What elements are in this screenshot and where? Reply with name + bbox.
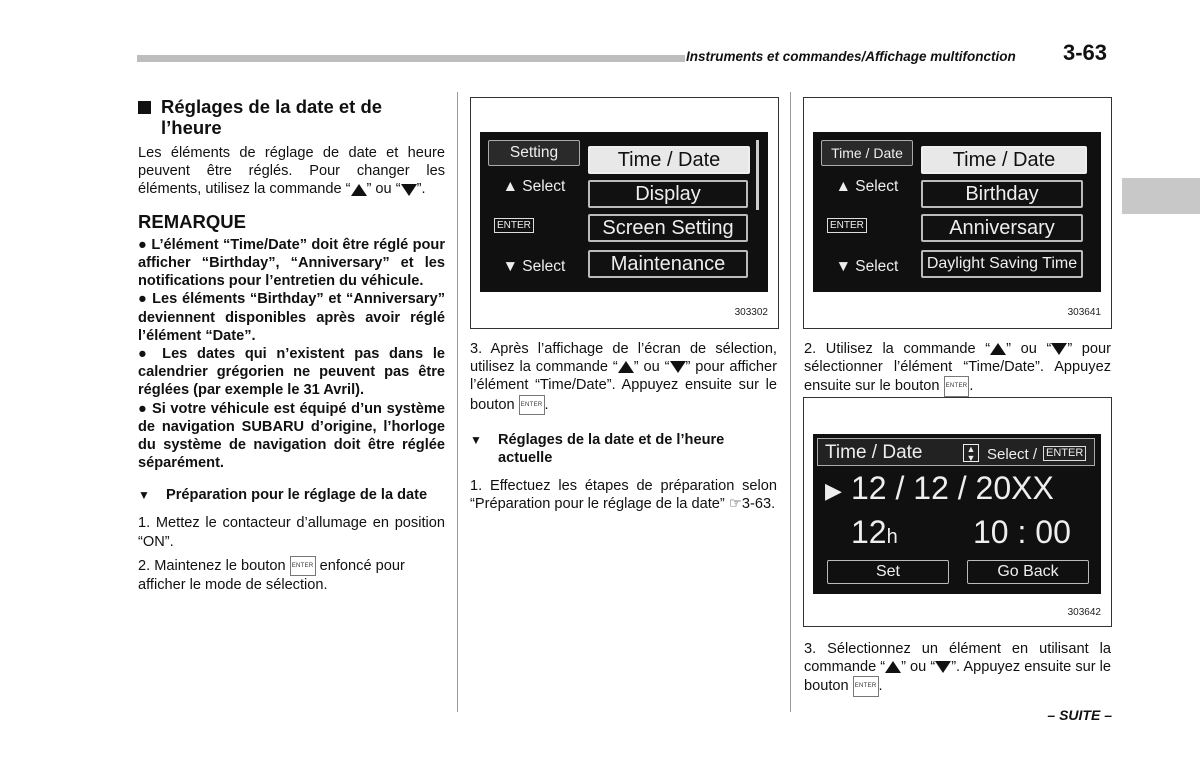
setting-label: Setting xyxy=(488,140,580,166)
enter-button-icon: ENTER xyxy=(944,376,970,396)
step-3: 3. Sélectionnez un élément en utilisant la commande “ ” ou “ ”. Appuyez ensuite sur le bouton ENTER . xyxy=(804,640,1111,697)
down-arrow-icon xyxy=(1051,343,1067,355)
date-time-subheading: ▼ Réglages de la date et de l’heure actuelle xyxy=(470,431,725,466)
step-3: 3. Après l’affichage de l’écran de sélection, utilisez la commande “ ” ou “ ” pour afficher l’élément “Time/Date”. Appuyez ensuite sur le bouton ENTER . xyxy=(470,340,777,415)
enter-button-icon: ENTER xyxy=(519,395,545,415)
up-arrow-icon xyxy=(351,184,367,196)
menu-item-birthday: Birthday xyxy=(921,180,1083,208)
right-step-2 xyxy=(804,340,1111,397)
chapter-tab xyxy=(1122,178,1200,214)
page-number: 3-63 xyxy=(1063,40,1108,65)
set-button: Set xyxy=(827,560,949,584)
menu-item-anniversary: Anniversary xyxy=(921,214,1083,242)
note-item: ● Les dates qui n’existent pas dans le calendrier grégorien ne peuvent pas être réglées (par exemple le 31 Avril). xyxy=(138,346,445,399)
selection-pointer-icon: ▶ xyxy=(825,478,842,503)
down-triangle-icon: ▼ xyxy=(470,432,482,447)
header-rule xyxy=(137,55,685,62)
up-arrow-icon xyxy=(618,361,634,373)
column-divider xyxy=(457,92,458,712)
select-up-label: ▲ Select xyxy=(502,178,566,195)
figure-time-date-menu xyxy=(803,97,1112,329)
step-2: 2. Maintenez le bouton ENTER enfoncé pour afficher le mode de sélection. xyxy=(138,557,405,594)
down-arrow-icon xyxy=(401,184,417,196)
note-item: ● L’élément “Time/Date” doit être réglé pour afficher “Birthday”, “Anniversary” et les notifications pour l’entretien du véhicule. xyxy=(138,236,445,290)
select-up-label: ▲ Select xyxy=(835,178,899,195)
date-value: 12 / 12 / 20XX xyxy=(851,470,1054,506)
enter-button-icon: ENTER xyxy=(853,676,879,696)
right-step-3 xyxy=(804,640,1111,697)
scrollbar xyxy=(756,140,759,210)
figure-number: 303641 xyxy=(1067,307,1101,318)
select-label: Select / xyxy=(987,446,1038,463)
step-1: 1. Effectuez les étapes de préparation selon “Préparation pour le réglage de la date” ☞3-63. xyxy=(470,477,777,513)
prep-subheading: ▼ Préparation pour le réglage de la date xyxy=(138,487,428,504)
enter-button-icon: ENTER xyxy=(290,556,316,576)
menu-item-screen-setting: Screen Setting xyxy=(588,214,748,242)
menu-item-display: Display xyxy=(588,180,748,208)
note-item: ● Les éléments “Birthday” et “Anniversary” deviennent disponibles après avoir réglé l’élément “Date”. xyxy=(138,291,445,344)
down-arrow-icon xyxy=(670,361,686,373)
up-arrow-icon xyxy=(990,343,1006,355)
display-screen xyxy=(480,132,768,292)
display-screen xyxy=(813,434,1101,594)
step-1: 1. Mettez le contacteur d’allumage en position “ON”. xyxy=(138,515,445,550)
notes-list xyxy=(138,236,445,473)
middle-column-text xyxy=(470,340,777,513)
left-column xyxy=(138,96,445,594)
note-item: ● Si votre véhicule est équipé d’un système de navigation SUBARU d’origine, l’horloge du système de navigation doit être réglée séparément. xyxy=(138,400,445,472)
column-divider xyxy=(790,92,791,712)
up-arrow-icon xyxy=(885,661,901,673)
step-2: 2. Utilisez la commande “ ” ou “ ” pour sélectionner l’élément “Time/Date”. Appuyez ensuite sur le bouton ENTER . xyxy=(804,340,1111,397)
remarque-title: REMARQUE xyxy=(138,210,246,232)
go-back-button: Go Back xyxy=(967,560,1089,584)
figure-number: 303302 xyxy=(734,307,768,318)
section-heading: Réglages de la date et de l’heure xyxy=(161,96,383,138)
intro-paragraph: Les éléments de réglage de date et heure peuvent être réglés. Pour changer les éléments, utilisez la commande “ ” ou “ ”. xyxy=(138,145,445,198)
menu-item-time-date: Time / Date xyxy=(588,146,750,174)
display-screen xyxy=(813,132,1101,292)
down-arrow-icon xyxy=(935,661,951,673)
menu-item-maintenance: Maintenance xyxy=(588,250,748,278)
enter-label: ENTER xyxy=(827,218,867,233)
time-date-label: Time / Date xyxy=(821,140,913,166)
reference: ☞3-63. xyxy=(728,496,776,513)
figure-date-setting xyxy=(803,397,1112,627)
time-value: 10 : 00 xyxy=(973,514,1071,550)
menu-item-daylight-saving-time: Daylight Saving Time xyxy=(921,250,1083,278)
enter-label: ENTER xyxy=(494,218,534,233)
hour-value: 12h xyxy=(851,514,898,550)
down-triangle-icon: ▼ xyxy=(138,488,150,503)
up-down-icon: ▲ ▼ xyxy=(963,444,979,462)
menu-item-time-date: Time / Date xyxy=(921,146,1087,174)
screen-title: Time / Date xyxy=(825,442,923,463)
square-bullet-icon xyxy=(138,101,151,114)
figure-selection-screen xyxy=(470,97,779,329)
continued-label: – SUITE – xyxy=(1047,707,1112,723)
select-down-label: ▼ Select xyxy=(502,258,566,275)
header-title: Instruments et commandes/Affichage multifonction xyxy=(686,49,1016,64)
figure-number: 303642 xyxy=(1067,607,1101,618)
enter-label: ENTER xyxy=(1043,446,1086,461)
select-down-label: ▼ Select xyxy=(835,258,899,275)
